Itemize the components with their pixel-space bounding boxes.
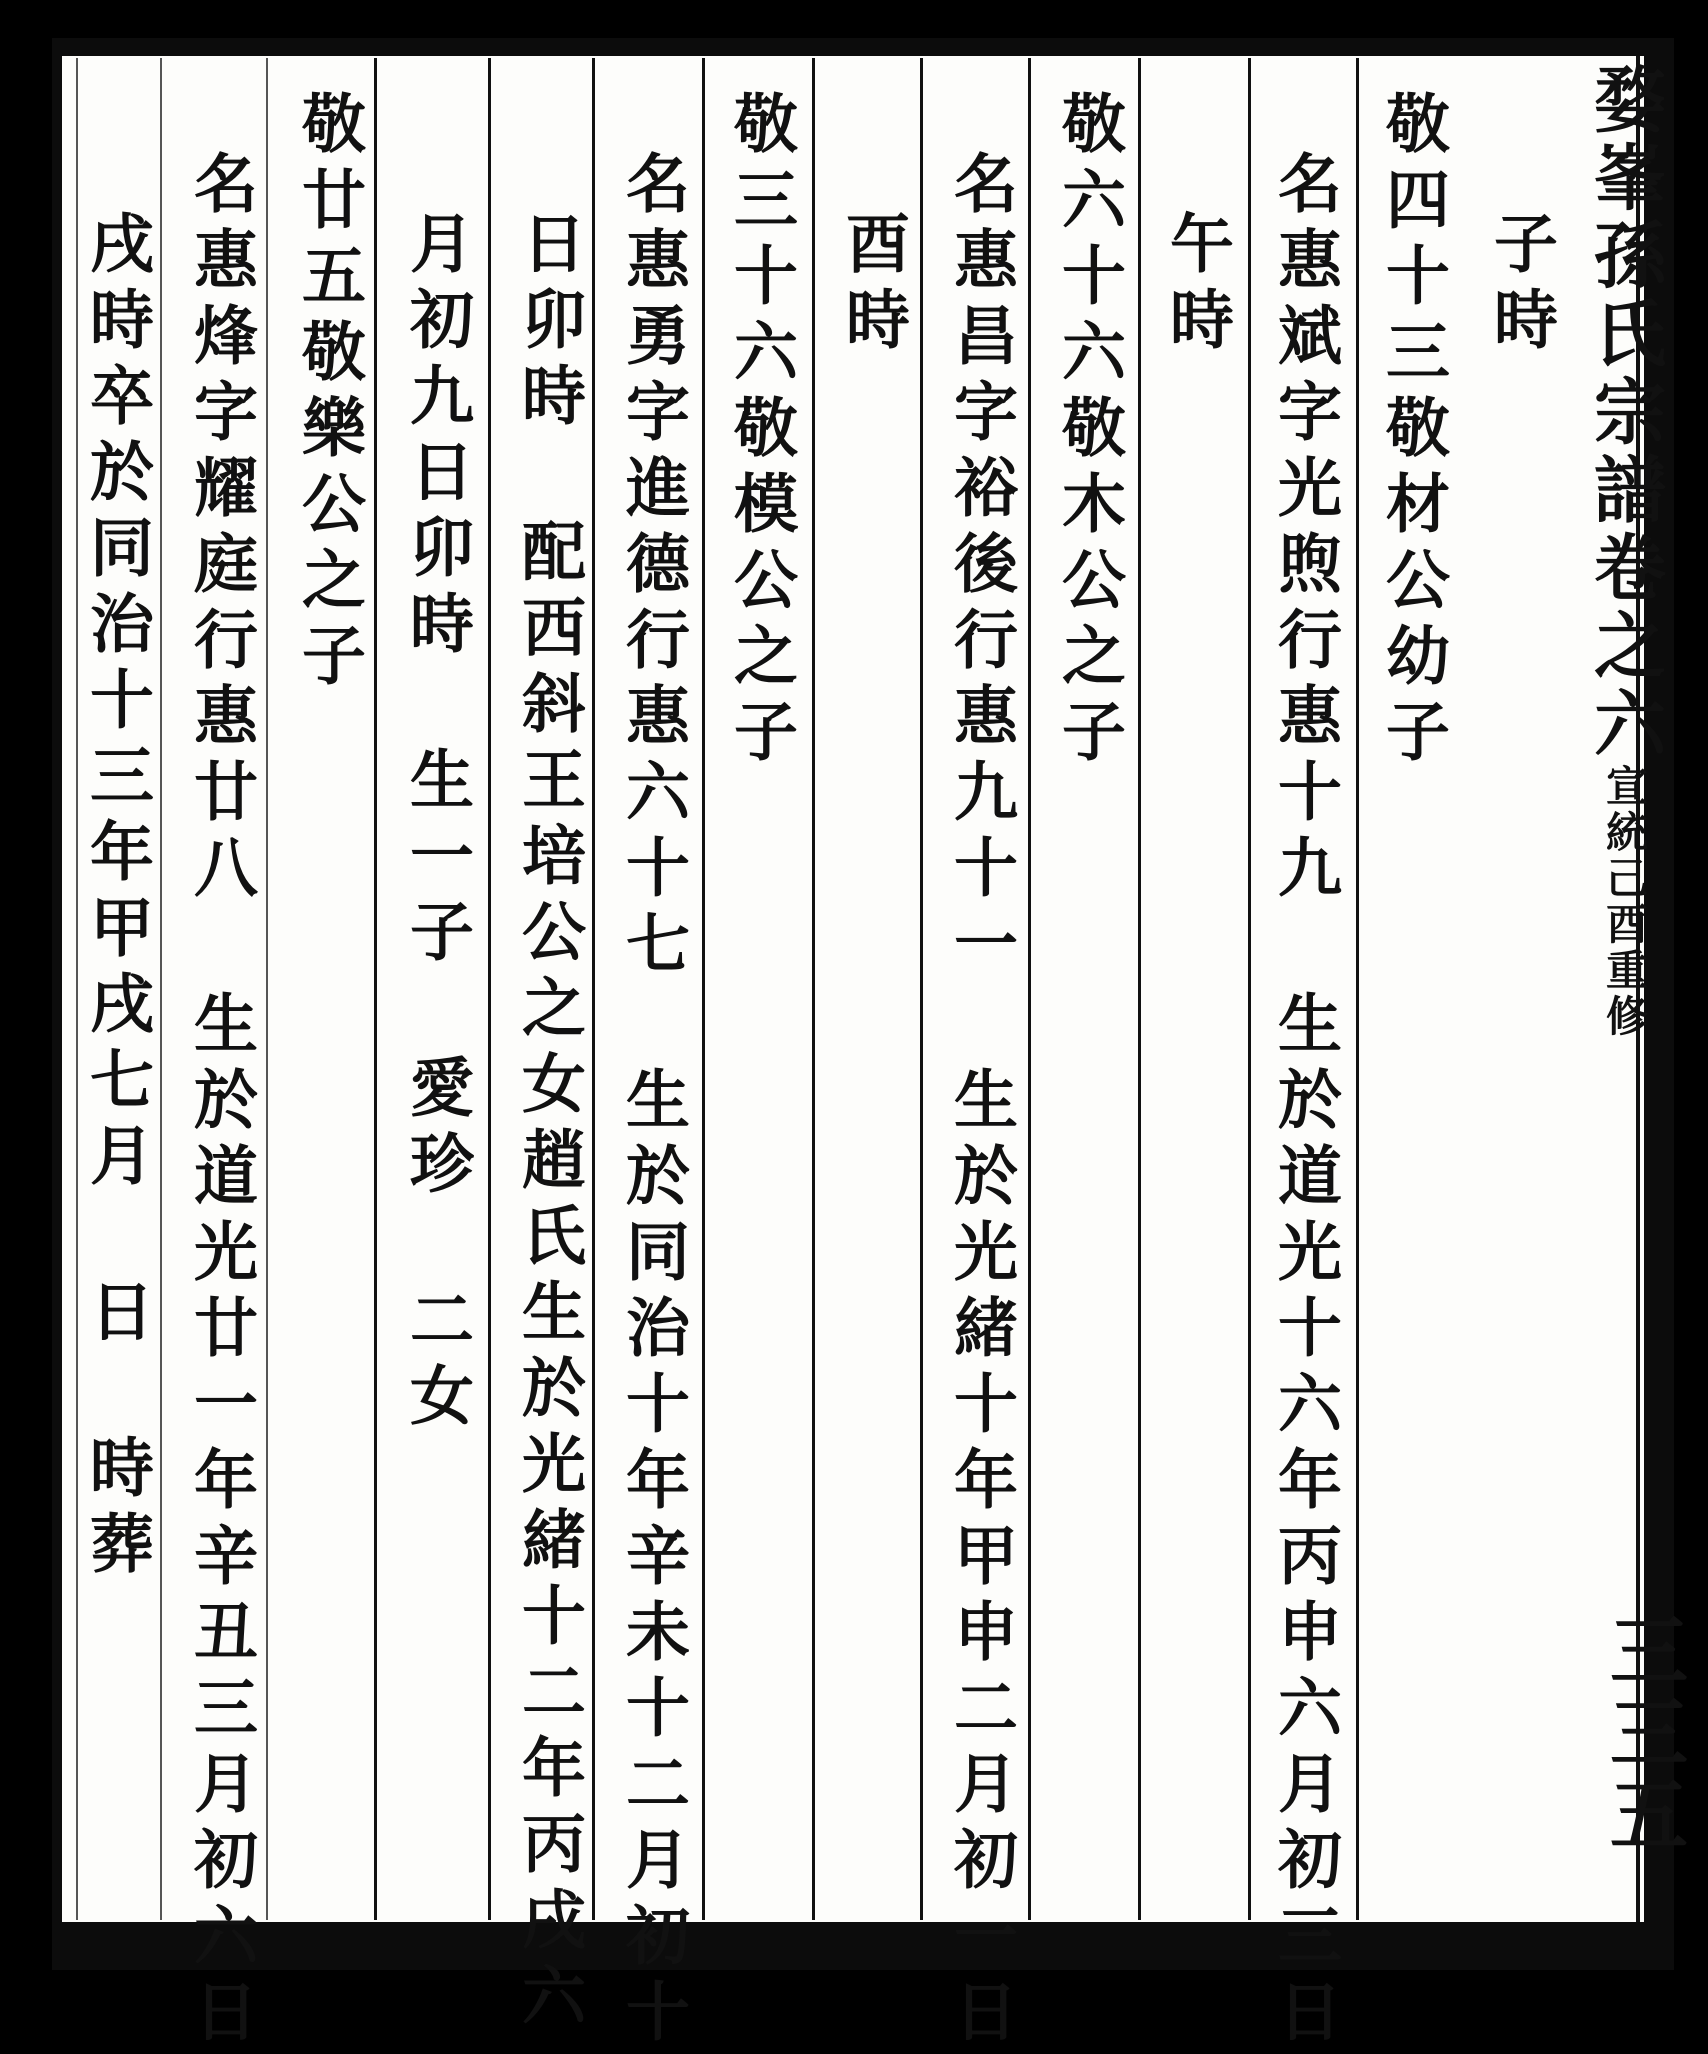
- text-column-3: 名惠斌字光煦行惠十九生於道光十六年丙申六月初三日: [1267, 150, 1342, 2054]
- text-column-10: 日卯時配西斜王培公之女趙氏生於光緒十二年丙戌六: [511, 210, 586, 2038]
- text-column-4: 午時: [1159, 210, 1234, 362]
- column-rule: [76, 58, 78, 1920]
- text-column-13: 名惠烽字耀庭行惠廿八生於道光廿一年辛丑三月初六日: [183, 150, 258, 2054]
- top-border: [62, 38, 1658, 56]
- text-column-11: 月初九日卯時生一子愛珍二女: [399, 210, 474, 1438]
- text-column-12: 敬廿五敬樂公之子: [291, 90, 366, 698]
- column-rule: [920, 58, 923, 1920]
- column-rule: [1138, 58, 1141, 1920]
- column-rule: [1248, 58, 1251, 1920]
- column-rule: [266, 58, 268, 1920]
- text-column-8: 敬三十六敬模公之子: [723, 90, 798, 774]
- column-rule: [812, 58, 815, 1920]
- page-header: [1572, 62, 1676, 1040]
- bottom-border: [62, 1922, 1658, 1970]
- text-column-1: 子時: [1483, 210, 1558, 362]
- column-rule: [374, 58, 377, 1920]
- text-column-14: 戌時卒於同治十三年甲戌七月日時葬: [79, 210, 154, 1586]
- column-rule: [160, 58, 162, 1920]
- text-column-7: 酉時: [835, 210, 910, 362]
- text-column-2: 敬四十三敬材公幼子: [1375, 90, 1450, 774]
- column-rule: [592, 58, 595, 1920]
- volume-label: 卷之六: [1582, 530, 1667, 764]
- page-number: 三三五: [1597, 1610, 1688, 1856]
- text-column-6: 名惠昌字裕後行惠九十一生於光緒十年甲申二月初一日: [943, 150, 1018, 2054]
- genealogy-title: 婺峯孫氏宗譜: [1582, 62, 1667, 530]
- column-rule: [702, 58, 705, 1920]
- column-rule: [488, 58, 491, 1920]
- column-rule: [1028, 58, 1031, 1920]
- text-column-5: 敬六十六敬木公之子: [1051, 90, 1126, 774]
- text-column-9: 名惠勇字進德行惠六十七生於同治十年辛未十二月初十: [615, 150, 690, 2054]
- edition-note: 宣統己酉重修: [1600, 764, 1649, 1040]
- column-rule: [1356, 58, 1359, 1920]
